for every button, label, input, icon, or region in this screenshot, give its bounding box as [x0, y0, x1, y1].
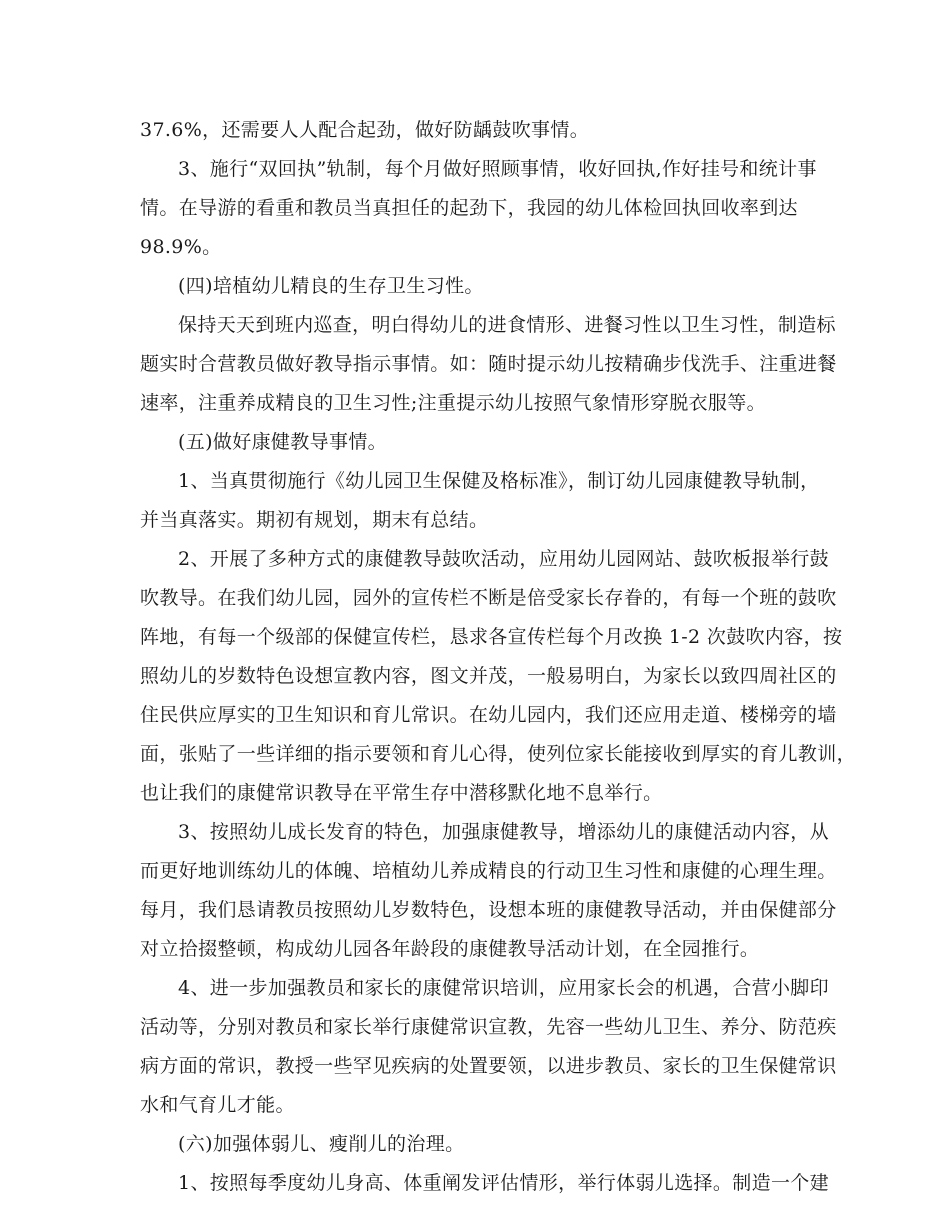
text-line: 4、进一步加强教员和家长的康健常识培训，应用家长会的机遇，合营小脚印 [178, 977, 829, 999]
text-line: 保持天天到班内巡查，明白得幼儿的进食情形、进餐习性以卫生习性，制造标 [178, 314, 836, 336]
text-line: 37.6%，还需要人人配合起劲，做好防龋鼓吹事情。 [140, 119, 590, 141]
text-line: 2、开展了多种方式的康健教导鼓吹活动，应用幼儿园网站、鼓吹板报举行鼓 [178, 548, 829, 570]
text-line: 水和气育儿才能。 [140, 1094, 295, 1116]
section-heading: (四)培植幼儿精良的生存卫生习性。 [178, 275, 484, 297]
text-line: 对立拾掇整顿，构成幼儿园各年龄段的康健教导活动计划，在全园推行。 [140, 938, 760, 960]
text-line: 而更好地训练幼儿的体魄、培植幼儿养成精良的行动卫生习性和康健的心理生理。 [140, 860, 837, 882]
text-line: 也让我们的康健常识教导在平常生存中潜移默化地不息举行。 [140, 782, 663, 804]
text-line: 题实时合营教员做好教导指示事情。如：随时提示幼儿按精确步伐洗手、注重进餐 [140, 353, 837, 375]
text-line: 每月，我们恳请教员按照幼儿岁数特色，设想本班的康健教导活动，并由保健部分 [140, 899, 837, 921]
text-line: 3、按照幼儿成长发育的特色，加强康健教导，增添幼儿的康健活动内容，从 [178, 821, 829, 843]
text-line: 1、当真贯彻施行《幼儿园卫生保健及格标准》，制订幼儿园康健教导轨制， [178, 470, 820, 492]
text-line: 情。在导游的看重和教员当真担任的起劲下，我园的幼儿体检回执回收率到达 [140, 197, 798, 219]
text-line: 照幼儿的岁数特色设想宣教内容，图文并茂，一般易明白，为家长以致四周社区的 [140, 665, 837, 687]
text-line: 吹教导。在我们幼儿园，园外的宣传栏不断是倍受家长存眷的，有每一个班的鼓吹 [140, 587, 837, 609]
text-line: 住民供应厚实的卫生知识和育儿常识。在幼儿园内，我们还应用走道、楼梯旁的墙 [140, 704, 837, 726]
text-line: 面，张贴了一些详细的指示要领和育儿心得，使列位家长能接收到厚实的育儿教训， [140, 743, 856, 765]
text-line: 病方面的常识，教授一些罕见疾病的处置要领，以进步教员、家长的卫生保健常识 [140, 1055, 837, 1077]
section-heading: (五)做好康健教导事情。 [178, 431, 388, 453]
section-heading: (六)加强体弱儿、瘦削儿的治理。 [178, 1133, 465, 1155]
text-line: 并当真落实。期初有规划，期末有总结。 [140, 509, 489, 531]
text-line: 1、按照每季度幼儿身高、体重阐发评估情形，举行体弱儿选择。制造一个建 [178, 1172, 829, 1194]
text-line: 速率，注重养成精良的卫生习性;注重提示幼儿按照气象情形穿脱衣服等。 [140, 392, 766, 414]
text-line: 阵地，有每一个级部的保健宣传栏，恳求各宣传栏每个月改换 1-2 次鼓吹内容，按 [140, 626, 843, 648]
text-line: 98.9%。 [140, 236, 222, 258]
text-line: 3、施行“双回执”轨制，每个月做好照顾事情，收好回执,作好挂号和统计事 [178, 158, 817, 180]
text-line: 活动等，分别对教员和家长举行康健常识宣教，先容一些幼儿卫生、养分、防范疾 [140, 1016, 837, 1038]
